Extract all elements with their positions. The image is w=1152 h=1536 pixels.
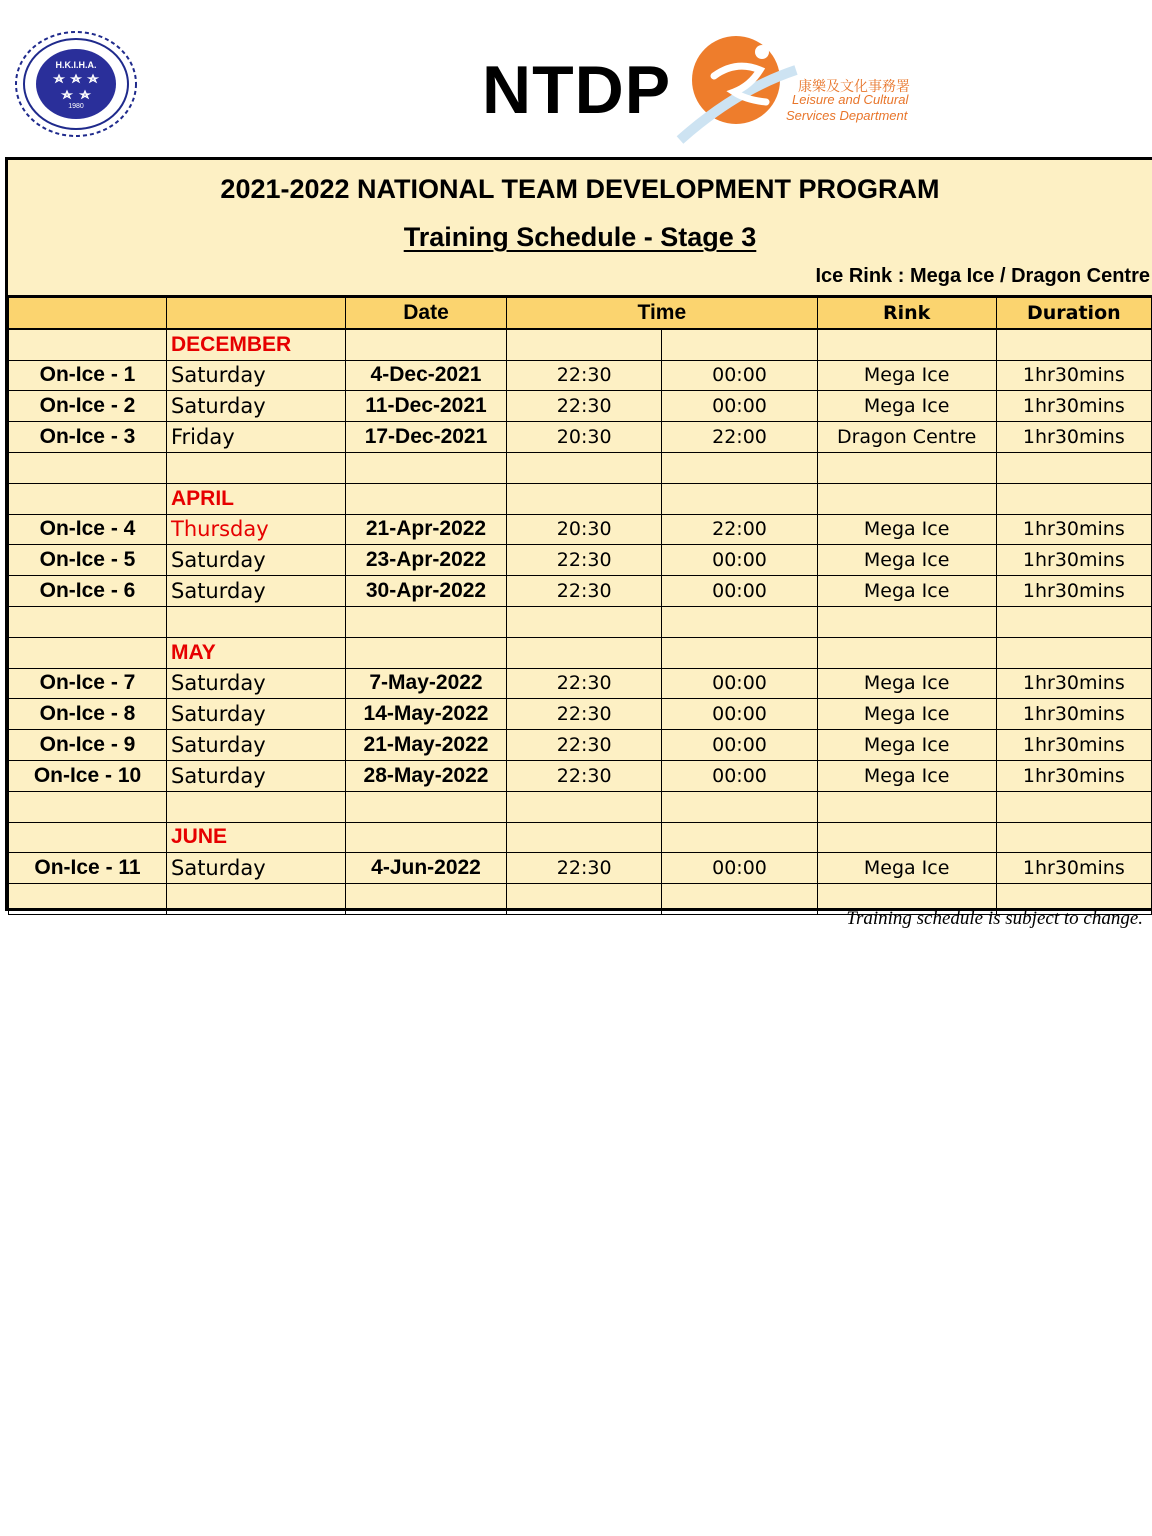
end-time-cell [662,606,817,637]
date-cell [346,452,507,483]
rink-cell: Dragon Centre [817,422,996,453]
duration-cell: 1hr30mins [996,391,1151,422]
session-cell [9,606,167,637]
date-cell [346,822,507,853]
end-time-cell: 00:00 [662,730,817,761]
session-cell: On-Ice - 11 [9,853,167,884]
date-cell: 30-Apr-2022 [346,576,507,607]
duration-cell [996,791,1151,822]
day-cell: Friday [167,422,346,453]
page-header [0,0,1152,158]
rink-cell [817,452,996,483]
program-title: 2021-2022 NATIONAL TEAM DEVELOPMENT PROGRAM [220,174,940,204]
rink-cell [817,329,996,360]
rink-cell: Mega Ice [817,391,996,422]
start-time-cell: 20:30 [507,514,662,545]
month-row [9,329,1152,360]
duration-cell: 1hr30mins [996,514,1151,545]
spacer-row [9,606,1152,637]
day-cell: Saturday [167,545,346,576]
spacer-row [9,791,1152,822]
session-cell [9,637,167,668]
day-cell [167,884,346,915]
duration-cell [996,606,1151,637]
end-time-cell: 00:00 [662,699,817,730]
spacer-row [9,452,1152,483]
date-cell: 17-Dec-2021 [346,422,507,453]
rink-cell: Mega Ice [817,514,996,545]
rink-cell: Mega Ice [817,360,996,391]
duration-cell: 1hr30mins [996,853,1151,884]
end-time-cell: 00:00 [662,760,817,791]
schedule-table [8,296,1152,915]
month-label: JUNE [167,822,346,853]
end-time-cell: 00:00 [662,545,817,576]
start-time-cell: 22:30 [507,576,662,607]
session-cell [9,452,167,483]
start-time-cell [507,483,662,514]
page-title: NTDP [482,52,672,128]
end-time-cell [662,791,817,822]
schedule-note: Training schedule is subject to change. [846,908,1143,929]
day-cell [167,452,346,483]
session-cell: On-Ice - 5 [9,545,167,576]
start-time-cell: 22:30 [507,760,662,791]
end-time-cell [662,452,817,483]
date-cell: 23-Apr-2022 [346,545,507,576]
start-time-cell [507,452,662,483]
duration-cell: 1hr30mins [996,699,1151,730]
rink-cell: Mega Ice [817,760,996,791]
session-cell [9,791,167,822]
table-row [9,730,1152,761]
month-label: MAY [167,637,346,668]
day-cell: Saturday [167,699,346,730]
date-cell: 28-May-2022 [346,760,507,791]
date-cell: 14-May-2022 [346,699,507,730]
header-day [167,297,346,329]
schedule-body [9,329,1152,915]
rink-cell [817,483,996,514]
end-time-cell: 00:00 [662,668,817,699]
end-time-cell [662,637,817,668]
session-cell [9,822,167,853]
month-label: DECEMBER [167,329,346,360]
rink-cell [817,822,996,853]
rink-cell: Mega Ice [817,668,996,699]
table-row [9,576,1152,607]
date-cell: 4-Jun-2022 [346,853,507,884]
date-cell [346,483,507,514]
date-cell: 7-May-2022 [346,668,507,699]
table-row [9,422,1152,453]
month-row [9,822,1152,853]
day-cell: Thursday [167,514,346,545]
date-cell [346,791,507,822]
session-cell: On-Ice - 8 [9,699,167,730]
day-cell: Saturday [167,576,346,607]
session-cell: On-Ice - 4 [9,514,167,545]
duration-cell: 1hr30mins [996,360,1151,391]
rink-cell: Mega Ice [817,545,996,576]
schedule-sheet [5,157,1152,911]
start-time-cell [507,884,662,915]
end-time-cell: 00:00 [662,853,817,884]
date-cell [346,606,507,637]
session-cell: On-Ice - 3 [9,422,167,453]
svg-text:1980: 1980 [68,103,84,110]
duration-cell: 1hr30mins [996,422,1151,453]
rink-cell: Mega Ice [817,730,996,761]
table-row [9,391,1152,422]
lcsd-english-name-line1: Leisure and Cultural [792,92,909,107]
day-cell: Saturday [167,853,346,884]
date-cell: 4-Dec-2021 [346,360,507,391]
session-cell: On-Ice - 9 [9,730,167,761]
start-time-cell: 22:30 [507,699,662,730]
start-time-cell: 20:30 [507,422,662,453]
month-label: APRIL [167,483,346,514]
duration-cell: 1hr30mins [996,576,1151,607]
start-time-cell: 22:30 [507,668,662,699]
date-cell: 11-Dec-2021 [346,391,507,422]
start-time-cell: 22:30 [507,545,662,576]
start-time-cell [507,637,662,668]
duration-cell [996,483,1151,514]
day-cell: Saturday [167,391,346,422]
svg-text:H.K.I.H.A.: H.K.I.H.A. [55,60,97,70]
table-row [9,360,1152,391]
date-cell: 21-May-2022 [346,730,507,761]
end-time-cell [662,329,817,360]
header-date: Date [346,297,507,329]
session-cell [9,884,167,915]
table-row [9,514,1152,545]
end-time-cell: 00:00 [662,576,817,607]
day-cell [167,606,346,637]
start-time-cell: 22:30 [507,853,662,884]
start-time-cell: 22:30 [507,360,662,391]
day-cell: Saturday [167,760,346,791]
table-row [9,760,1152,791]
duration-cell: 1hr30mins [996,760,1151,791]
date-cell: 21-Apr-2022 [346,514,507,545]
date-cell [346,637,507,668]
schedule-subtitle: Training Schedule - Stage 3 [403,222,757,252]
duration-cell: 1hr30mins [996,668,1151,699]
session-cell: On-Ice - 6 [9,576,167,607]
month-row [9,637,1152,668]
rink-cell: Mega Ice [817,699,996,730]
date-cell [346,329,507,360]
start-time-cell: 22:30 [507,391,662,422]
rink-cell [817,791,996,822]
hkiha-seal-icon [12,28,140,140]
header-time: Time [507,297,818,329]
duration-cell: 1hr30mins [996,730,1151,761]
end-time-cell: 00:00 [662,360,817,391]
end-time-cell [662,822,817,853]
table-row [9,668,1152,699]
end-time-cell [662,483,817,514]
day-cell: Saturday [167,730,346,761]
date-cell [346,884,507,915]
rink-cell [817,606,996,637]
rink-cell: Mega Ice [817,853,996,884]
table-row [9,853,1152,884]
end-time-cell: 00:00 [662,391,817,422]
lcsd-english-name-line2: Services Department [786,108,908,123]
session-cell [9,329,167,360]
table-row [9,699,1152,730]
end-time-cell [662,884,817,915]
day-cell: Saturday [167,360,346,391]
session-cell: On-Ice - 10 [9,760,167,791]
session-cell: On-Ice - 1 [9,360,167,391]
lcsd-chinese-name: 康樂及文化事務署 [798,79,910,95]
month-row [9,483,1152,514]
table-header-row [9,297,1152,329]
day-cell: Saturday [167,668,346,699]
end-time-cell: 22:00 [662,514,817,545]
day-cell [167,791,346,822]
header-rink: Rink [817,297,996,329]
header-session [9,297,167,329]
session-cell: On-Ice - 7 [9,668,167,699]
duration-cell [996,637,1151,668]
sheet-title-area [8,160,1152,296]
start-time-cell [507,791,662,822]
start-time-cell: 22:30 [507,730,662,761]
session-cell [9,483,167,514]
duration-cell: 1hr30mins [996,545,1151,576]
table-row [9,545,1152,576]
header-duration: Duration [996,297,1151,329]
session-cell: On-Ice - 2 [9,391,167,422]
duration-cell [996,452,1151,483]
duration-cell [996,822,1151,853]
end-time-cell: 22:00 [662,422,817,453]
start-time-cell [507,329,662,360]
duration-cell [996,329,1151,360]
start-time-cell [507,606,662,637]
rink-cell [817,637,996,668]
rink-cell: Mega Ice [817,576,996,607]
venue-label: Ice Rink : Mega Ice / Dragon Centre [815,265,1150,287]
start-time-cell [507,822,662,853]
